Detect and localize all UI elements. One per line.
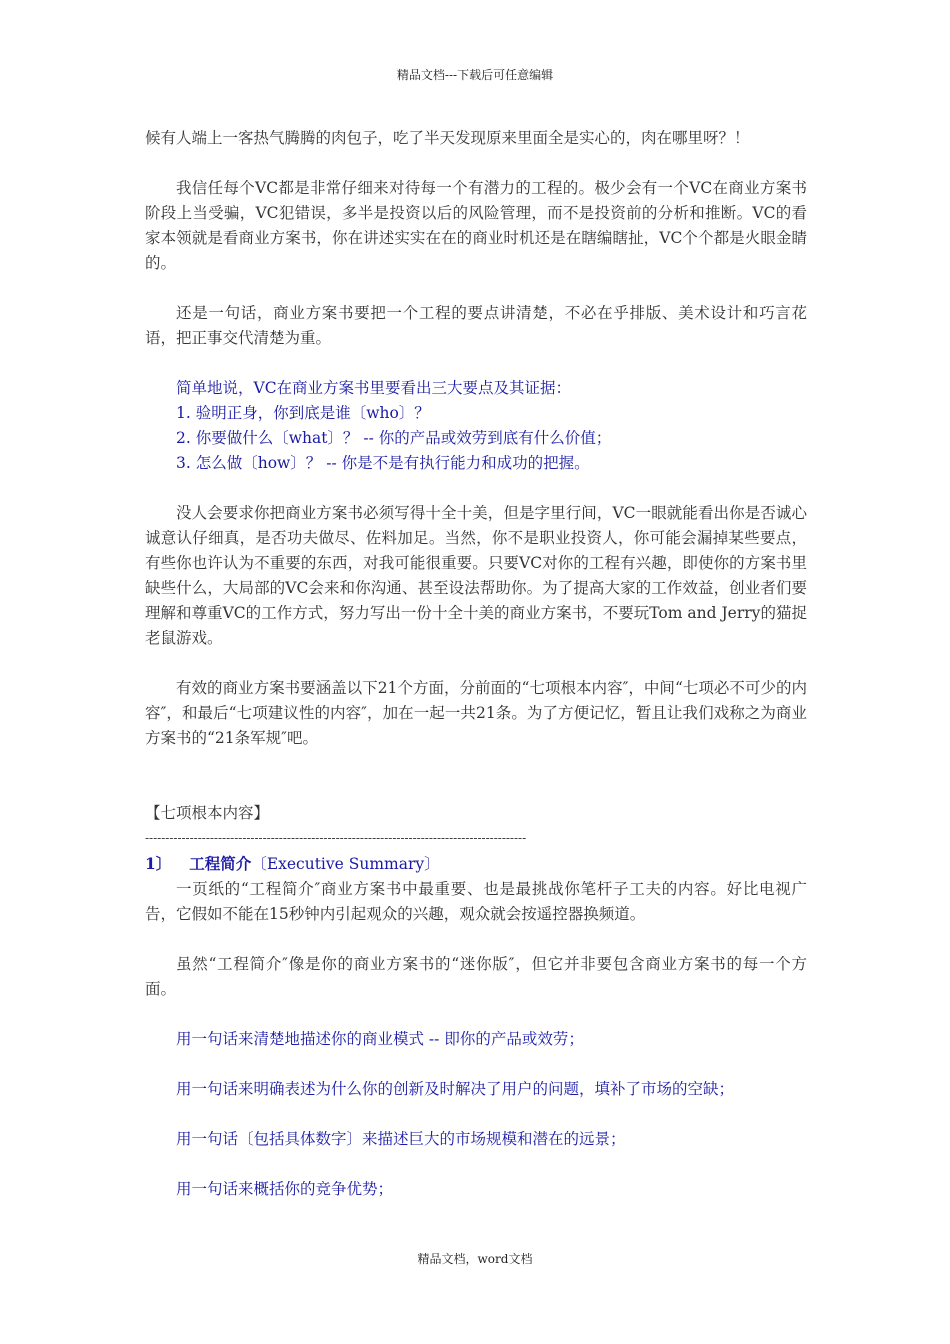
item-title-en: 〔Executive Summary〕: [251, 855, 440, 873]
paragraph: 还是一句话，商业方案书要把一个工程的要点讲清楚，不必在乎排版、美术设计和巧言花语，把正事交代清楚为重。: [145, 304, 807, 347]
key-point-item: 3. 怎么做〔how〕？ -- 你是不是有执行能力和成功的把握。: [176, 454, 590, 472]
document-body: [145, 126, 807, 1202]
item-number: 1〕: [145, 854, 172, 873]
one-liner-item: 用一句话来概括你的竞争优势；: [176, 1180, 394, 1198]
key-points-list: [145, 376, 807, 476]
page-footer: 精品文档，word文档: [417, 1252, 533, 1266]
section-title: 【七项根本内容】: [145, 804, 270, 822]
paragraph: 没人会要求你把商业方案书必须写得十全十美，但是字里行间，VC一眼就能看出你是否诚心诚意认仔细真，是否功夫做尽、佐料加足。当然，你不是职业投资人，你可能会漏掉某些要点，有些你也许认为不重要的东西，对我可能很重要。只要VC对你的工程有兴趣，即使你的方案书里缺些什么，大局部的VC会来和你沟通、甚至设法帮助你。为了提高大家的工作效益，创业者们要理解和尊重VC的工作方式，努力写出一份十全十美的商业方案书，不要玩Tom and Jerry的猫捉老鼠游戏。: [145, 504, 807, 647]
one-liner-item: 用一句话〔包括具体数字〕来描述巨大的市场规模和潜在的远景；: [176, 1130, 626, 1148]
one-liner-item: 用一句话来明确表述为什么你的创新及时解决了用户的问题，填补了市场的空缺；: [176, 1080, 735, 1098]
key-point-item: 2. 你要做什么〔what〕？ -- 你的产品或效劳到底有什么价值；: [176, 429, 612, 447]
paragraph: 有效的商业方案书要涵盖以下21个方面，分前面的“七项根本内容″，中间“七项必不可少的内容″，和最后“七项建议性的内容″，加在一起一共21条。为了方便记忆，暂且让我们戏称之为商业方案书的“21条军规″吧。: [145, 679, 807, 747]
item-title-cn: 工程简介: [189, 854, 252, 873]
key-point-item: 1. 验明正身，你到底是谁〔who〕？: [176, 404, 430, 422]
key-points-intro: 简单地说，VC在商业方案书里要看出三大要点及其证据：: [176, 379, 572, 397]
item-heading: [145, 851, 807, 877]
paragraph: 我信任每个VC都是非常仔细来对待每一个有潜力的工程的。极少会有一个VC在商业方案书阶段上当受骗，VC犯错误，多半是投资以后的风险管理，而不是投资前的分析和推断。VC的看家本领就是看商业方案书，你在讲述实实在在的商业时机还是在瞎编瞎扯，VC个个都是火眼金睛的。: [145, 179, 807, 272]
paragraph: 一页纸的“工程简介″商业方案书中最重要、也是最挑战你笔杆子工夫的内容。好比电视广告，它假如不能在15秒钟内引起观众的兴趣，观众就会按遥控器换频道。: [145, 880, 807, 923]
paragraph: 候有人端上一客热气腾腾的肉包子，吃了半天发现原来里面全是实心的，肉在哪里呀？！: [145, 129, 750, 147]
one-liner-item: 用一句话来清楚地描述你的商业模式 -- 即你的产品或效劳；: [176, 1030, 584, 1048]
paragraph: 虽然“工程简介″像是你的商业方案书的“迷你版″，但它并非要包含商业方案书的每一个方面。: [145, 955, 807, 998]
section-divider: ----------------------------------------------------------------------------------------------: [145, 831, 527, 845]
page-header: 精品文档---下载后可任意编辑: [396, 68, 554, 82]
